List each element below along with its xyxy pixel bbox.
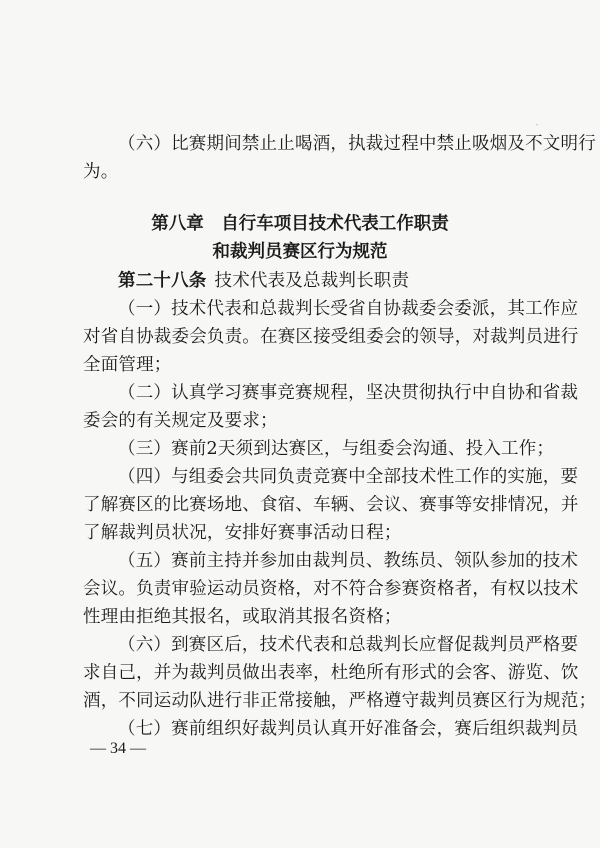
page-number: — 34 — — [90, 740, 146, 757]
article-number: 第二十八条 — [118, 271, 207, 291]
chapter-title: 第八章 自行车项目技术代表工作职责 — [151, 214, 449, 234]
text-line: （五）赛前主持并参加由裁判员、教练员、领队参加的技术 — [118, 551, 579, 571]
text-line: （四）与组委会共同负责竞赛中全部技术性工作的实施，要 — [118, 467, 579, 487]
text-line: （六）到赛区后，技术代表和总裁判长应督促裁判员严格要 — [118, 635, 579, 655]
text-line: 为。 — [83, 162, 119, 182]
text-line: （六）比赛期间禁止止喝酒，执裁过程中禁止吸烟及不文明行 — [118, 134, 596, 154]
chapter-subtitle: 和裁判员赛区行为规范 — [212, 242, 388, 262]
article-title: 技术代表及总裁判长职责 — [214, 271, 410, 291]
text-line: （二）认真学习赛事竞赛规程，坚决贯彻执行中自协和省裁 — [118, 383, 579, 403]
text-line: 酒，不同运动队进行非正常接触，严格遵守裁判员赛区行为规范； — [83, 691, 597, 711]
text-line: 了解裁判员状况，安排好赛事活动日程； — [83, 523, 402, 543]
text-line: 求自己，并为裁判员做出表率，杜绝所有形式的会客、游览、饮 — [83, 663, 579, 683]
text-line: （一）技术代表和总裁判长受省自协裁委会委派，其工作应 — [118, 299, 579, 319]
text-line: （三）赛前2天须到达赛区，与组委会沟通、投入工作； — [118, 439, 555, 459]
text-line: 性理由拒绝其报名，或取消其报名资格； — [83, 607, 402, 627]
bleed-through-mark: · — [535, 118, 540, 133]
text-line: 了解赛区的比赛场地、食宿、车辆、会议、赛事等安排情况，并 — [83, 495, 579, 515]
text-line: 委会的有关规定及要求； — [83, 411, 278, 431]
text-line: （七）赛前组织好裁判员认真开好准备会，赛后组织裁判员 — [118, 719, 579, 739]
text-line: 会议。负责审验运动员资格，对不符合参赛资格者，有权以技术 — [83, 579, 579, 599]
text-line: 对省自协裁委会负责。在赛区接受组委会的领导，对裁判员进行 — [83, 327, 579, 347]
article-heading — [118, 270, 552, 292]
text-line: 全面管理； — [83, 355, 172, 375]
